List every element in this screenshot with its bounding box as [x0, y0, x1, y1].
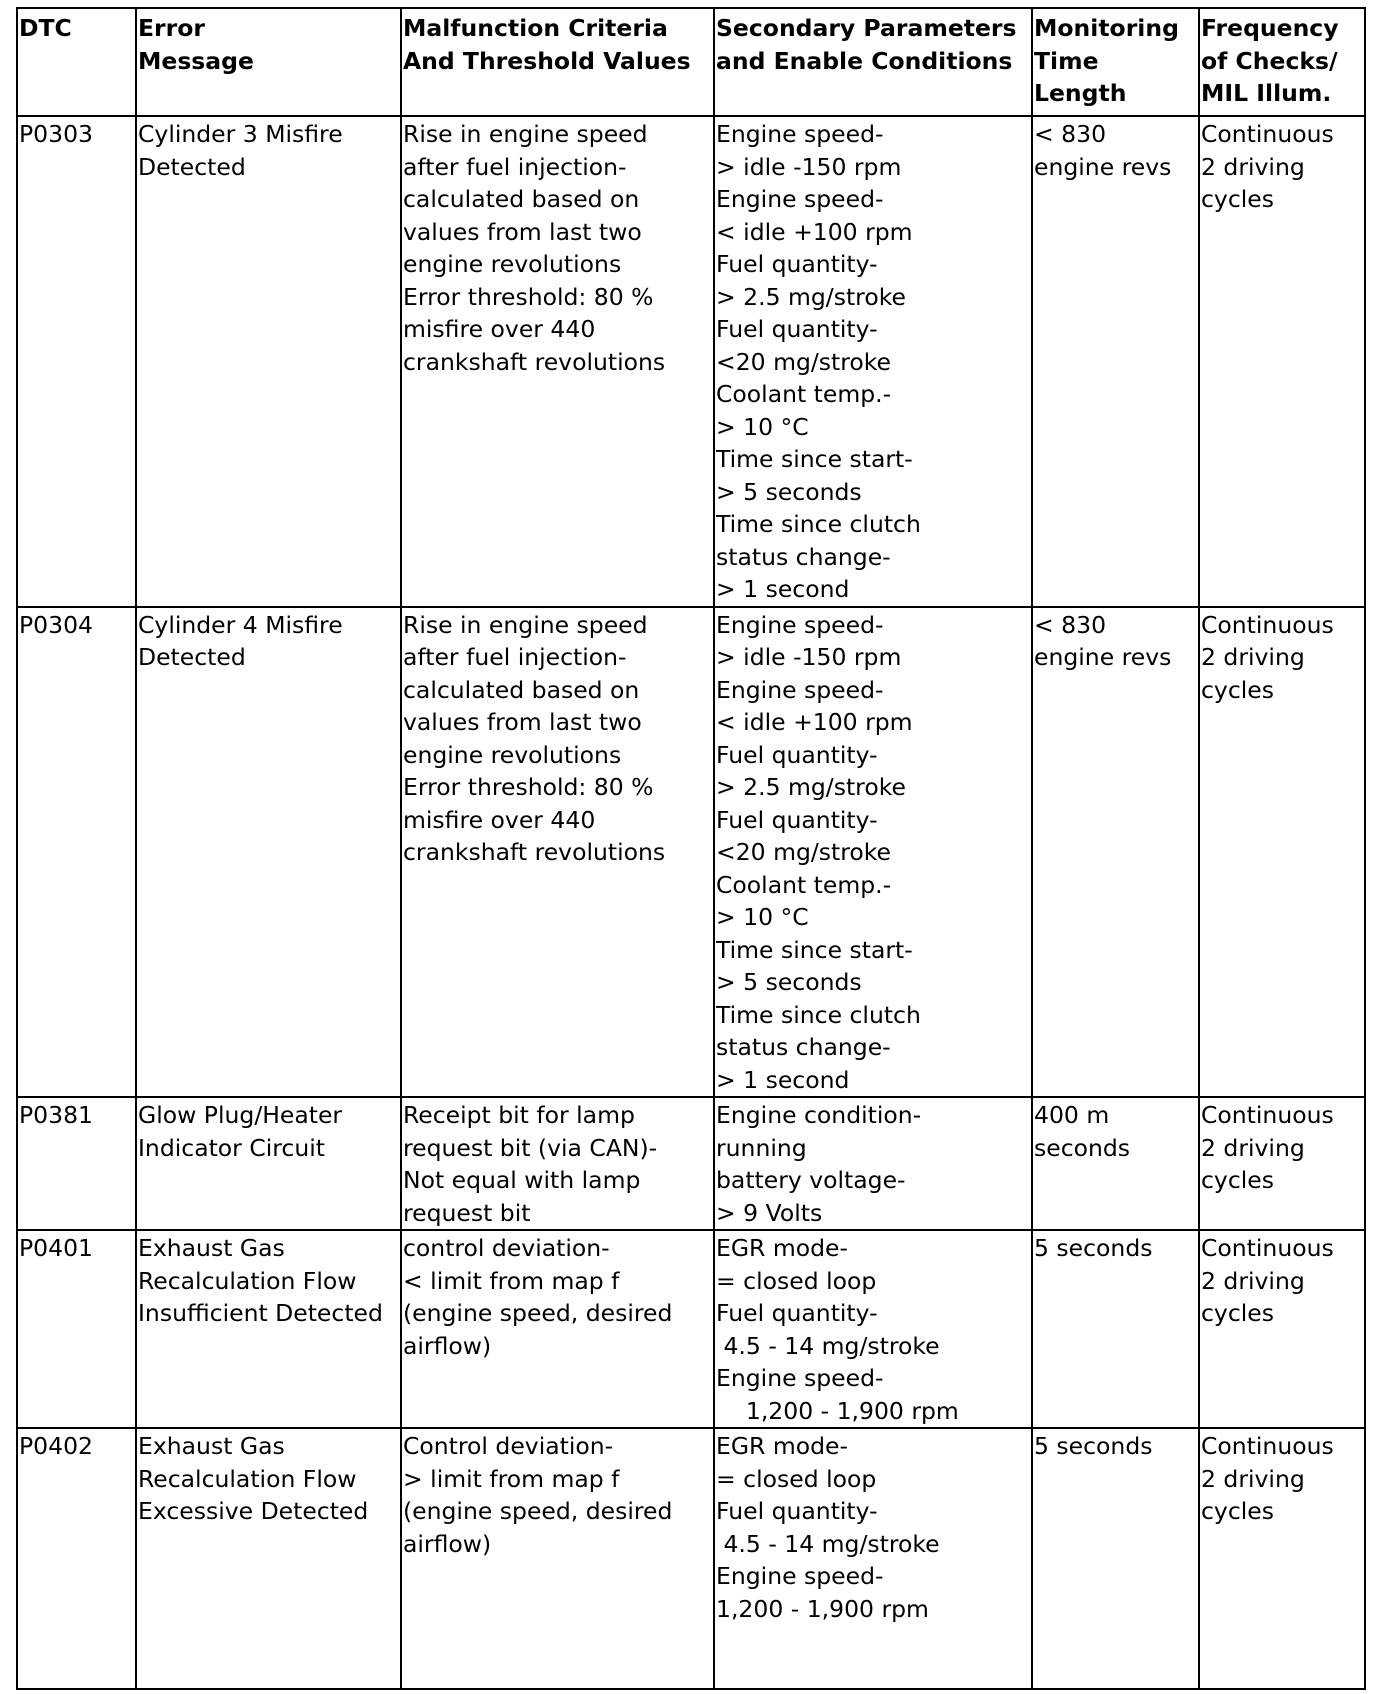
frequency: Continuous 2 driving cycles	[1199, 1097, 1365, 1230]
error-message: Cylinder 4 Misfire Detected	[136, 607, 401, 1098]
table-row	[17, 116, 1365, 607]
dtc-table	[16, 7, 1366, 1690]
monitoring-time: 5 seconds	[1032, 1428, 1199, 1689]
secondary-parameters: Engine speed- > idle -150 rpm Engine speed- < idle +100 rpm Fuel quantity- > 2.5 mg/stroke Fuel quantity- <20 mg/stroke Coolant temp.- > 10 °C Time since start- > 5 seconds Time since clutch status change- > 1 second	[714, 607, 1032, 1098]
header-monitoring-time: Monitoring Time Length	[1032, 8, 1199, 116]
frequency: Continuous 2 driving cycles	[1199, 1428, 1365, 1689]
header-dtc: DTC	[17, 8, 136, 116]
header-malfunction-criteria: Malfunction Criteria And Threshold Values	[401, 8, 714, 116]
table-row	[17, 1428, 1365, 1689]
header-row	[17, 8, 1365, 116]
error-message: Glow Plug/Heater Indicator Circuit	[136, 1097, 401, 1230]
dtc-code: P0401	[17, 1230, 136, 1428]
malfunction-criteria: Rise in engine speed after fuel injection- calculated based on values from last two engine revolutions Error threshold: 80 % misfire over 440 crankshaft revolutions	[401, 607, 714, 1098]
secondary-parameters: EGR mode- = closed loop Fuel quantity- 4.5 - 14 mg/stroke Engine speed- 1,200 - 1,900 rpm	[714, 1230, 1032, 1428]
frequency: Continuous 2 driving cycles	[1199, 1230, 1365, 1428]
malfunction-criteria: Control deviation- > limit from map f (engine speed, desired airflow)	[401, 1428, 714, 1689]
header-frequency: Frequency of Checks/ MIL Illum.	[1199, 8, 1365, 116]
malfunction-criteria: Rise in engine speed after fuel injection- calculated based on values from last two engine revolutions Error threshold: 80 % misfire over 440 crankshaft revolutions	[401, 116, 714, 607]
error-message: Exhaust Gas Recalculation Flow Excessive Detected	[136, 1428, 401, 1689]
dtc-code: P0402	[17, 1428, 136, 1689]
dtc-code: P0303	[17, 116, 136, 607]
malfunction-criteria: Receipt bit for lamp request bit (via CAN)- Not equal with lamp request bit	[401, 1097, 714, 1230]
table-row	[17, 1097, 1365, 1230]
monitoring-time: 400 m seconds	[1032, 1097, 1199, 1230]
dtc-code: P0304	[17, 607, 136, 1098]
error-message: Exhaust Gas Recalculation Flow Insufficient Detected	[136, 1230, 401, 1428]
frequency: Continuous 2 driving cycles	[1199, 607, 1365, 1098]
secondary-parameters: Engine condition- running battery voltage- > 9 Volts	[714, 1097, 1032, 1230]
secondary-parameters: EGR mode- = closed loop Fuel quantity- 4.5 - 14 mg/stroke Engine speed- 1,200 - 1,900 rpm	[714, 1428, 1032, 1689]
header-error-message: Error Message	[136, 8, 401, 116]
monitoring-time: < 830 engine revs	[1032, 607, 1199, 1098]
monitoring-time: 5 seconds	[1032, 1230, 1199, 1428]
table-row	[17, 607, 1365, 1098]
secondary-parameters: Engine speed- > idle -150 rpm Engine speed- < idle +100 rpm Fuel quantity- > 2.5 mg/stroke Fuel quantity- <20 mg/stroke Coolant temp.- > 10 °C Time since start- > 5 seconds Time since clutch status change- > 1 second	[714, 116, 1032, 607]
dtc-code: P0381	[17, 1097, 136, 1230]
monitoring-time: < 830 engine revs	[1032, 116, 1199, 607]
frequency: Continuous 2 driving cycles	[1199, 116, 1365, 607]
header-secondary-parameters: Secondary Parameters and Enable Conditions	[714, 8, 1032, 116]
error-message: Cylinder 3 Misfire Detected	[136, 116, 401, 607]
malfunction-criteria: control deviation- < limit from map f (engine speed, desired airflow)	[401, 1230, 714, 1428]
table-row	[17, 1230, 1365, 1428]
